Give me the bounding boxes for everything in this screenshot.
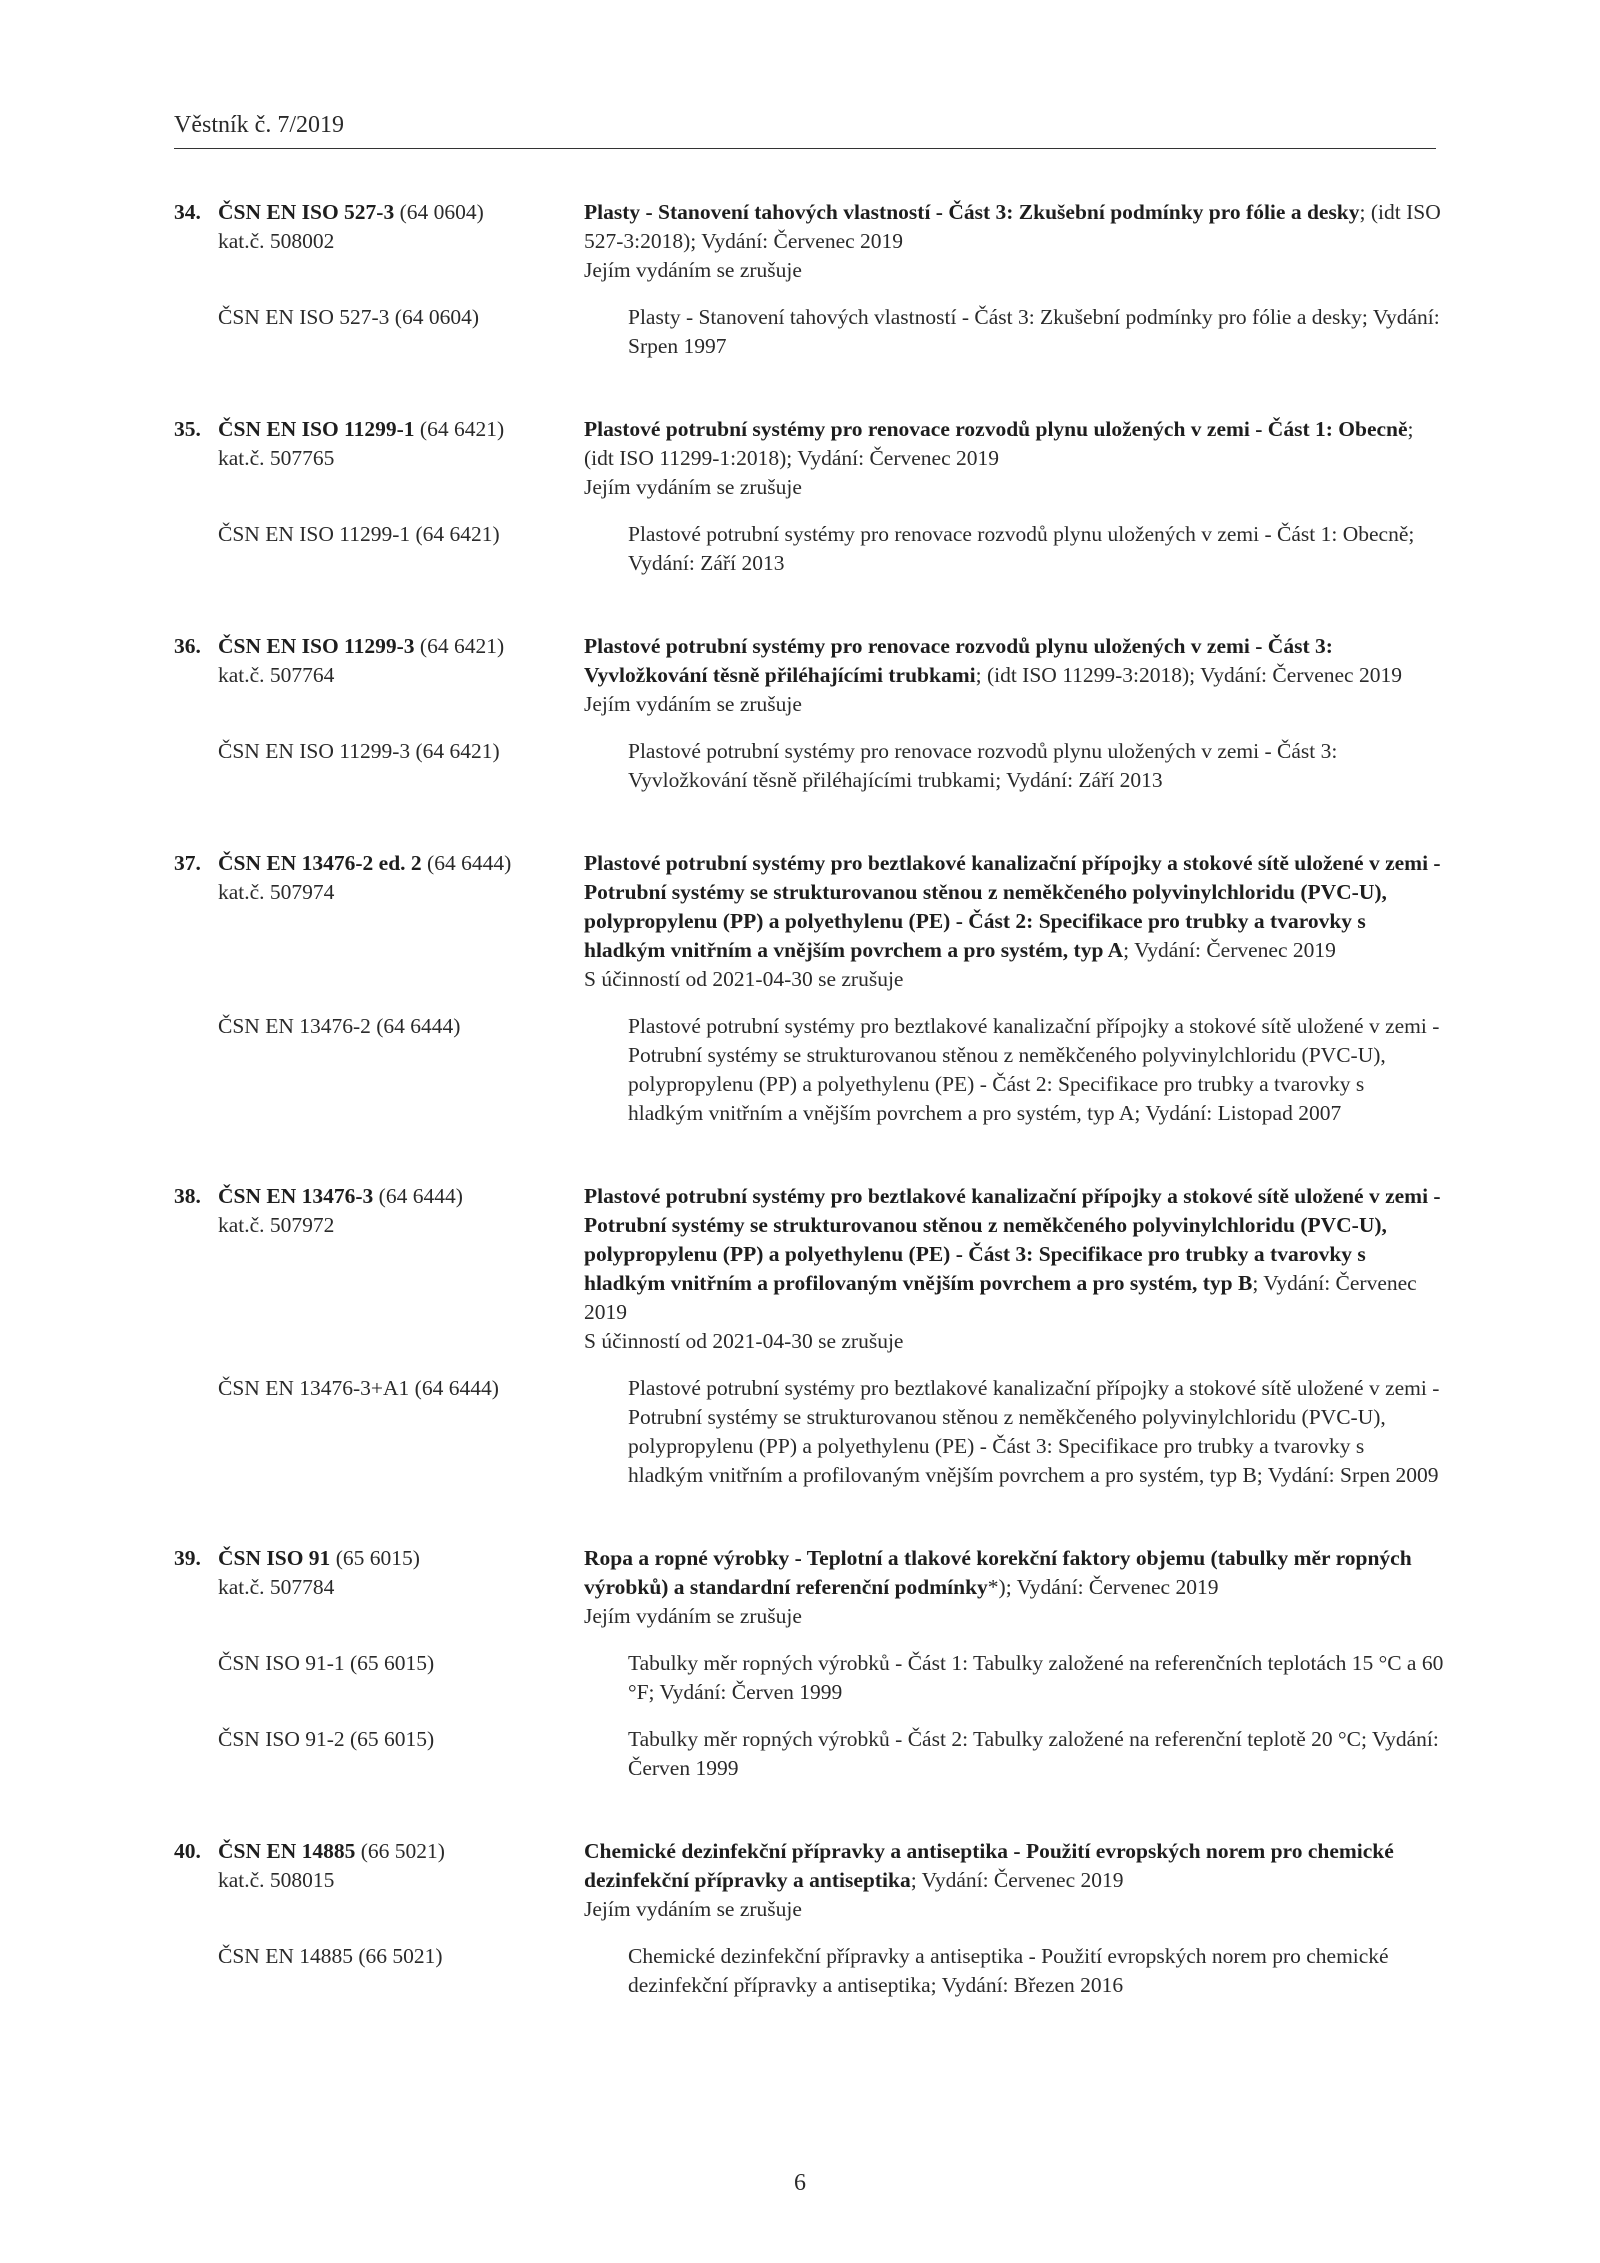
entry-number: 34. bbox=[174, 200, 201, 224]
replaced-standard-description: Plasty - Stanovení tahových vlastností - Část 3: Zkušební podmínky pro fólie a desky; Vydání: Srpen 1997 bbox=[628, 305, 1440, 358]
catalog-number: kat.č. 508002 bbox=[218, 229, 335, 253]
entry-number: 36. bbox=[174, 634, 201, 658]
catalog-number: kat.č. 507974 bbox=[218, 880, 335, 904]
classification-code: (66 5021) bbox=[355, 1839, 445, 1863]
classification-code: (64 6444) bbox=[421, 851, 512, 875]
replaced-standard-designation: ČSN ISO 91-2 (65 6015) bbox=[218, 1727, 435, 1751]
new-standard-row bbox=[174, 1837, 1444, 1924]
standard-details: ; (idt ISO 11299-1:2018); Vydání: Červenec 2019 bbox=[584, 417, 1414, 470]
catalog-number: kat.č. 507765 bbox=[218, 446, 335, 470]
classification-code: (64 6421) bbox=[414, 634, 505, 658]
new-standard-row bbox=[174, 632, 1444, 719]
standard-details: ; Vydání: Červenec 2019 bbox=[584, 1271, 1417, 1324]
replacement-note: Jejím vydáním se zrušuje bbox=[584, 1897, 802, 1921]
classification-code: (64 6421) bbox=[414, 417, 505, 441]
standard-entry bbox=[174, 1182, 1444, 1490]
standard-designation: ČSN EN ISO 527-3 bbox=[218, 200, 395, 224]
replacement-note: Jejím vydáním se zrušuje bbox=[584, 692, 802, 716]
replaced-standard-designation: ČSN EN 13476-2 (64 6444) bbox=[218, 1014, 461, 1038]
standard-entry bbox=[174, 415, 1444, 578]
standard-designation: ČSN EN 13476-3 bbox=[218, 1184, 374, 1208]
replaced-standard-row bbox=[174, 1942, 1444, 2000]
replaced-standard-row bbox=[174, 1649, 1444, 1707]
standard-designation: ČSN EN 13476-2 ed. 2 bbox=[218, 851, 422, 875]
page-number: 6 bbox=[794, 2170, 806, 2196]
page-header bbox=[174, 112, 1436, 149]
replaced-standard-row bbox=[174, 303, 1444, 361]
replaced-standard-description: Tabulky měr ropných výrobků - Část 1: Tabulky založené na referenčních teplotách 15 °C a 60 °F; Vydání: Červen 1999 bbox=[628, 1651, 1444, 1704]
replaced-standard-designation: ČSN EN ISO 11299-1 (64 6421) bbox=[218, 522, 500, 546]
entry-number: 38. bbox=[174, 1184, 201, 1208]
standard-title: Plasty - Stanovení tahových vlastností - Část 3: Zkušební podmínky pro fólie a desky bbox=[584, 200, 1360, 224]
entry-number: 35. bbox=[174, 417, 201, 441]
replaced-standard-description: Plastové potrubní systémy pro renovace rozvodů plynu uložených v zemi - Část 3: Vyvložkování těsně přiléhajícími trubkami; Vydání: Září 2013 bbox=[628, 739, 1338, 792]
catalog-number: kat.č. 507764 bbox=[218, 663, 335, 687]
classification-code: (64 6444) bbox=[373, 1184, 463, 1208]
catalog-number: kat.č. 508015 bbox=[218, 1868, 335, 1892]
catalog-number: kat.č. 507784 bbox=[218, 1575, 335, 1599]
replaced-standard-description: Plastové potrubní systémy pro beztlakové kanalizační přípojky a stokové sítě uložené v zemi - Potrubní systémy se strukturovanou stěnou z neměkčeného polyvinylchloridu (PVC-U), polypropylenu (PP) a polyethylenu (PE) - Část 3: Specifikace pro trubky a tvarovky s hladkým vnitřním a profilovaným vnějším povrchem a pro systém, typ B; Vydání: Srpen 2009 bbox=[628, 1376, 1440, 1487]
replaced-standard-row bbox=[174, 520, 1444, 578]
replaced-standard-designation: ČSN EN 14885 (66 5021) bbox=[218, 1944, 443, 1968]
new-standard-row bbox=[174, 198, 1444, 285]
new-standard-row bbox=[174, 415, 1444, 502]
new-standard-row bbox=[174, 1544, 1444, 1631]
replaced-standard-row bbox=[174, 1374, 1444, 1490]
replaced-standard-designation: ČSN EN ISO 527-3 (64 0604) bbox=[218, 305, 479, 329]
replacement-note: S účinností od 2021-04-30 se zrušuje bbox=[584, 967, 904, 991]
standards-list bbox=[174, 198, 1444, 2054]
standard-entry bbox=[174, 1837, 1444, 2000]
standard-designation: ČSN EN ISO 11299-1 bbox=[218, 417, 415, 441]
standard-designation: ČSN ISO 91 bbox=[218, 1546, 331, 1570]
replaced-standard-designation: ČSN EN ISO 11299-3 (64 6421) bbox=[218, 739, 500, 763]
replaced-standard-description: Tabulky měr ropných výrobků - Část 2: Tabulky založené na referenční teplotě 20 °C; Vydání: Červen 1999 bbox=[628, 1727, 1439, 1780]
entry-number: 40. bbox=[174, 1839, 201, 1863]
classification-code: (65 6015) bbox=[330, 1546, 420, 1570]
standard-details: ; (idt ISO 527-3:2018); Vydání: Červenec 2019 bbox=[584, 200, 1441, 253]
replacement-note: Jejím vydáním se zrušuje bbox=[584, 1604, 802, 1628]
standard-title: Plastové potrubní systémy pro renovace rozvodů plynu uložených v zemi - Část 1: Obecně bbox=[584, 417, 1408, 441]
replaced-standard-description: Plastové potrubní systémy pro beztlakové kanalizační přípojky a stokové sítě uložené v zemi - Potrubní systémy se strukturovanou stěnou z neměkčeného polyvinylchloridu (PVC-U), polypropylenu (PP) a polyethylenu (PE) - Část 2: Specifikace pro trubky a tvarovky s hladkým vnitřním a vnějším povrchem a pro systém, typ A; Vydání: Listopad 2007 bbox=[628, 1014, 1440, 1125]
standard-designation: ČSN EN 14885 bbox=[218, 1839, 356, 1863]
replaced-standard-row bbox=[174, 1012, 1444, 1128]
standard-title: Ropa a ropné výrobky - Teplotní a tlakové korekční faktory objemu (tabulky měr ropných výrobků) a standardní referenční podmínky bbox=[584, 1546, 1412, 1599]
standard-title: Plastové potrubní systémy pro renovace rozvodů plynu uložených v zemi - Část 3: Vyvložkování těsně přiléhajícími trubkami bbox=[584, 634, 1333, 687]
standard-designation: ČSN EN ISO 11299-3 bbox=[218, 634, 415, 658]
standard-entry bbox=[174, 1544, 1444, 1783]
standard-details: ; Vydání: Červenec 2019 bbox=[910, 1868, 1124, 1892]
catalog-number: kat.č. 507972 bbox=[218, 1213, 335, 1237]
standard-title: Plastové potrubní systémy pro beztlakové kanalizační přípojky a stokové sítě uložené v zemi - Potrubní systémy se strukturovanou stěnou z neměkčeného polyvinylchloridu (PVC-U), polypropylenu (PP) a polyethylenu (PE) - Část 2: Specifikace pro trubky a tvarovky s hladkým vnitřním a vnějším povrchem a pro systém, typ A bbox=[584, 851, 1441, 962]
replacement-note: S účinností od 2021-04-30 se zrušuje bbox=[584, 1329, 904, 1353]
standard-title: Chemické dezinfekční přípravky a antiseptika - Použití evropských norem pro chemické dezinfekční přípravky a antiseptika bbox=[584, 1839, 1394, 1892]
standard-title: Plastové potrubní systémy pro beztlakové kanalizační přípojky a stokové sítě uložené v zemi - Potrubní systémy se strukturovanou stěnou z neměkčeného polyvinylchloridu (PVC-U), polypropylenu (PP) a polyethylenu (PE) - Část 3: Specifikace pro trubky a tvarovky s hladkým vnitřním a profilovaným vnějším povrchem a pro systém, typ B bbox=[584, 1184, 1441, 1295]
replaced-standard-row bbox=[174, 1725, 1444, 1783]
replaced-standard-designation: ČSN EN 13476-3+A1 (64 6444) bbox=[218, 1376, 499, 1400]
entry-number: 37. bbox=[174, 851, 201, 875]
replacement-note: Jejím vydáním se zrušuje bbox=[584, 258, 802, 282]
replaced-standard-description: Chemické dezinfekční přípravky a antiseptika - Použití evropských norem pro chemické dezinfekční přípravky a antiseptika; Vydání: Březen 2016 bbox=[628, 1944, 1389, 1997]
standard-entry bbox=[174, 198, 1444, 361]
standard-details: ; (idt ISO 11299-3:2018); Vydání: Červenec 2019 bbox=[975, 663, 1402, 687]
journal-title: Věstník č. 7/2019 bbox=[174, 112, 344, 138]
replaced-standard-designation: ČSN ISO 91-1 (65 6015) bbox=[218, 1651, 435, 1675]
standard-details: *); Vydání: Červenec 2019 bbox=[987, 1575, 1219, 1599]
replacement-note: Jejím vydáním se zrušuje bbox=[584, 475, 802, 499]
standard-details: ; Vydání: Červenec 2019 bbox=[1123, 938, 1336, 962]
entry-number: 39. bbox=[174, 1546, 201, 1570]
replaced-standard-description: Plastové potrubní systémy pro renovace rozvodů plynu uložených v zemi - Část 1: Obecně; Vydání: Září 2013 bbox=[628, 522, 1415, 575]
standard-entry bbox=[174, 632, 1444, 795]
new-standard-row bbox=[174, 1182, 1444, 1356]
classification-code: (64 0604) bbox=[394, 200, 484, 224]
replaced-standard-row bbox=[174, 737, 1444, 795]
standard-entry bbox=[174, 849, 1444, 1128]
new-standard-row bbox=[174, 849, 1444, 994]
